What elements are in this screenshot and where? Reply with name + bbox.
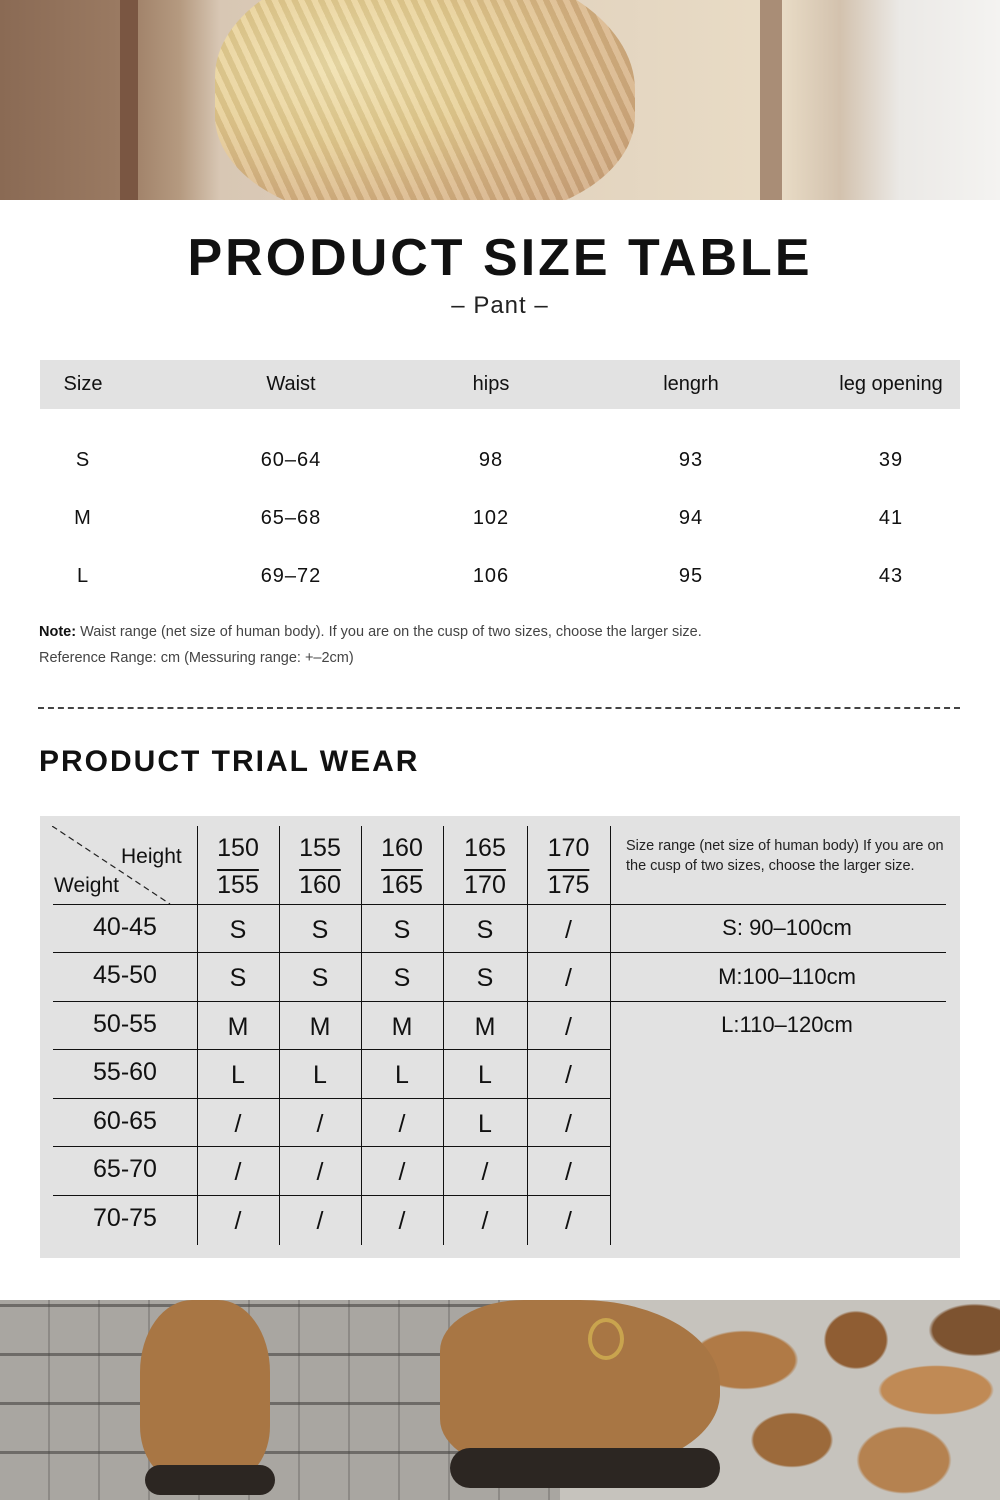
weight-range-label: 55-60	[93, 1058, 157, 1086]
height-range-bottom: 155	[217, 871, 259, 899]
recommended-size-cell: L	[478, 1110, 492, 1138]
height-range-top: 165	[464, 834, 506, 862]
size-range-item: S: 90–100cm	[722, 915, 852, 940]
recommended-size-cell: M	[474, 1013, 496, 1041]
height-range-header	[361, 830, 443, 904]
height-range-header	[197, 830, 279, 904]
height-range-top: 170	[547, 834, 590, 862]
size-table-col-header: Waist	[266, 373, 316, 395]
weight-range-label: 60-65	[93, 1107, 157, 1135]
height-range-header	[443, 830, 527, 904]
grid-line	[610, 952, 946, 953]
size-table-cell: 65–68	[260, 507, 322, 529]
note-label: Note:	[39, 624, 77, 640]
size-table-cell: 69–72	[260, 565, 322, 587]
grid-line	[53, 1049, 610, 1050]
grid-line	[53, 1098, 610, 1099]
recommended-size-cell: L	[478, 1061, 492, 1089]
grid-line	[610, 1001, 946, 1002]
recommended-size-cell: S	[476, 916, 494, 944]
door-frame	[760, 0, 782, 200]
recommended-size-cell: /	[398, 1207, 406, 1235]
recommended-size-cell: /	[481, 1207, 489, 1235]
size-table-cell: 39	[878, 449, 904, 471]
recommended-size-cell: S	[476, 964, 494, 992]
bottom-product-photo	[0, 1300, 1000, 1500]
size-table-cell: S	[75, 449, 91, 471]
size-table-col-header: leg opening	[839, 373, 943, 395]
weight-range-label: 45-50	[93, 961, 157, 989]
size-table-cell: 41	[878, 507, 904, 529]
recommended-size-cell: /	[234, 1207, 242, 1235]
height-range-top: 155	[299, 834, 341, 862]
height-range-bottom: 165	[381, 871, 423, 899]
grid-line	[53, 1195, 610, 1196]
recommended-size-cell: /	[565, 1013, 572, 1041]
recommended-size-cell: L	[231, 1061, 245, 1089]
door-frame	[120, 0, 138, 200]
knit-sweater-image	[215, 0, 635, 200]
size-range-item: M:100–110cm	[718, 964, 856, 989]
recommended-size-cell: /	[234, 1110, 242, 1138]
recommended-size-cell: /	[481, 1158, 489, 1186]
recommended-size-cell: /	[316, 1158, 324, 1186]
recommended-size-cell: S	[311, 964, 329, 992]
height-range-header	[279, 830, 361, 904]
recommended-size-cell: L	[313, 1061, 327, 1089]
corner-weight-label: Weight	[54, 874, 119, 897]
recommended-size-cell: /	[565, 964, 572, 992]
size-table-col-header: hips	[472, 373, 510, 395]
recommended-size-cell: /	[565, 1061, 572, 1089]
size-table-cell: L	[76, 565, 90, 587]
size-table-cell: M	[74, 507, 92, 529]
recommended-size-cell: /	[565, 1207, 572, 1235]
note-text	[39, 624, 702, 640]
page-title: PRODUCT SIZE TABLE	[187, 229, 813, 287]
size-table-cell: 43	[878, 565, 904, 587]
left-loafer	[140, 1300, 270, 1480]
gold-buckle	[588, 1318, 624, 1360]
weight-range-label: 70-75	[93, 1204, 157, 1232]
grid-line	[53, 952, 610, 953]
recommended-size-cell: S	[393, 964, 411, 992]
size-range-note: Size range (net size of human body) If you are on the cusp of two sizes, choose the larger size.	[626, 838, 944, 874]
dashed-divider	[38, 707, 960, 709]
page-subtitle: – Pant –	[451, 292, 549, 319]
size-table-col-header: lengrh	[663, 373, 719, 395]
recommended-size-cell: S	[393, 916, 411, 944]
grid-line	[610, 826, 611, 1245]
recommended-size-cell: M	[391, 1013, 413, 1041]
recommended-size-cell: /	[565, 1110, 572, 1138]
size-table-cell: 95	[678, 565, 704, 587]
trial-wear-title: PRODUCT TRIAL WEAR	[39, 745, 420, 778]
size-range-item: L:110–120cm	[721, 1012, 853, 1037]
grid-line	[53, 1001, 610, 1002]
right-sole	[450, 1448, 720, 1488]
height-range-header	[527, 830, 610, 904]
grid-line	[610, 904, 946, 905]
weight-range-label: 40-45	[93, 913, 157, 941]
left-sole	[145, 1465, 275, 1495]
note-body: Waist range (net size of human body). If you are on the cusp of two sizes, choose the larger size.	[76, 624, 702, 640]
height-range-bottom: 160	[299, 871, 341, 899]
recommended-size-cell: /	[398, 1110, 406, 1138]
recommended-size-cell: S	[229, 964, 247, 992]
weight-range-label: 65-70	[93, 1155, 157, 1183]
recommended-size-cell: /	[316, 1207, 324, 1235]
fallen-leaves	[680, 1300, 1000, 1500]
grid-line	[53, 1146, 610, 1147]
recommended-size-cell: /	[565, 1158, 572, 1186]
reference-range-text: Reference Range: cm (Messuring range: +–2cm)	[39, 650, 354, 666]
size-table-col-header: Size	[63, 373, 103, 395]
recommended-size-cell: S	[229, 916, 247, 944]
recommended-size-cell: S	[311, 916, 329, 944]
size-table-cell: 106	[472, 565, 510, 587]
height-range-top: 150	[217, 834, 259, 862]
recommended-size-cell: /	[234, 1158, 242, 1186]
recommended-size-cell: L	[395, 1061, 409, 1089]
height-range-top: 160	[381, 834, 423, 862]
size-table-cell: 102	[472, 507, 510, 529]
size-table-cell: 93	[678, 449, 704, 471]
right-loafer	[440, 1300, 720, 1470]
weight-range-label: 50-55	[93, 1010, 157, 1038]
height-range-bottom: 170	[464, 871, 506, 899]
recommended-size-cell: M	[309, 1013, 331, 1041]
top-product-photo	[0, 0, 1000, 200]
recommended-size-cell: /	[565, 916, 572, 944]
size-table-cell: 98	[478, 449, 504, 471]
recommended-size-cell: /	[316, 1110, 324, 1138]
recommended-size-cell: M	[227, 1013, 249, 1041]
recommended-size-cell: /	[398, 1158, 406, 1186]
height-range-bottom: 175	[547, 871, 590, 899]
corner-height-label: Height	[121, 845, 182, 868]
size-table-cell: 60–64	[260, 449, 322, 471]
size-table-cell: 94	[678, 507, 704, 529]
